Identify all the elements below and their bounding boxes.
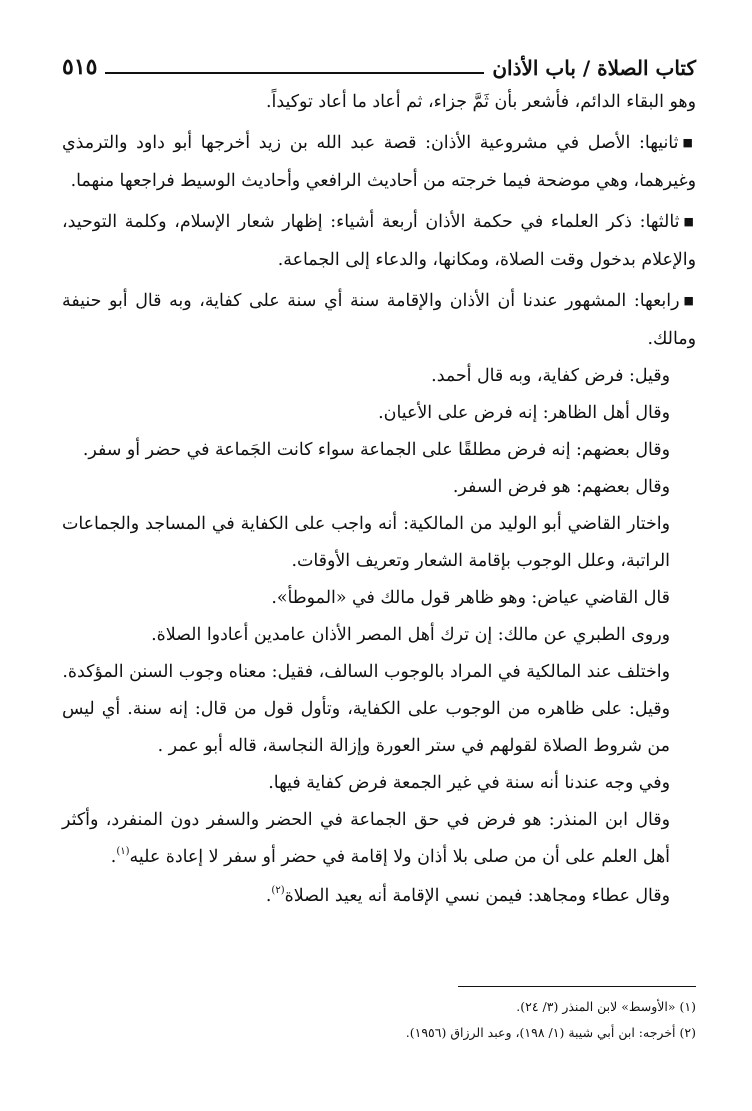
paragraph-15 xyxy=(62,802,696,878)
paragraph-10 xyxy=(62,580,696,617)
paragraph-text: ثالثها: ذكر العلماء في حكمة الأذان أربعة أشياء: إظهار شعار الإسلام، وكلمة التوحيد، والإعلام بدخول وقت الصلاة، ومكانها، والدعاء إلى الجماعة. xyxy=(62,212,696,270)
paragraph-text: ثانيها: الأصل في مشروعية الأذان: قصة عبد الله بن زيد أخرجها أبو داود والترمذي وغيرهما، وهي موضحة فيما خرجته من أحاديث الرافعي وأحاديث الوسيط فراجعها منهما. xyxy=(62,133,696,191)
paragraph-8 xyxy=(62,469,696,506)
paragraph-14 xyxy=(62,765,696,802)
paragraph-3 xyxy=(62,204,696,279)
paragraph-4 xyxy=(62,283,696,358)
page-header xyxy=(62,44,696,78)
paragraph-text: وقال أهل الظاهر: إنه فرض على الأعيان. xyxy=(378,403,670,423)
footnote-1: (١) «الأوسط» لابن المنذر (٣/ ٢٤). xyxy=(516,999,696,1014)
paragraph-12 xyxy=(62,654,696,691)
footnote-divider xyxy=(458,986,696,987)
paragraph-text: وفي وجه عندنا أنه سنة في غير الجمعة فرض كفاية فيها. xyxy=(268,773,670,793)
page-number: ٥١٥ xyxy=(62,54,98,80)
paragraph-text: وقيل: على ظاهره من الوجوب على الكفاية، وتأول قول من قال: إنه سنة. أي ليس من شروط الصلاة لقولهم في ستر العورة وإزالة النجاسة، قاله أبو عمر . xyxy=(62,699,670,756)
paragraph-text: وقيل: فرض كفاية، وبه قال أحمد. xyxy=(431,366,670,386)
paragraph-9 xyxy=(62,506,696,580)
footnotes xyxy=(62,994,696,1046)
paragraph-5 xyxy=(62,358,696,395)
paragraph-text: وقال بعضهم: هو فرض السفر. xyxy=(452,477,670,497)
running-title: كتاب الصلاة / باب الأذان xyxy=(492,56,696,80)
square-bullet-icon: ■ xyxy=(683,294,696,307)
paragraph-text: وقال عطاء ومجاهد: فيمن نسي الإقامة أنه يعيد الصلاة xyxy=(284,886,670,906)
footnote-2: (٢) أخرجه: ابن أبي شيبة (١/ ١٩٨)، وعبد الرزاق (١٩٥٦). xyxy=(405,1025,696,1040)
paragraph-text: قال القاضي عياض: وهو ظاهر قول مالك في «الموطأ». xyxy=(271,588,670,608)
footnote-ref-2[interactable]: (٢) xyxy=(271,885,285,896)
paragraph-text: وقال ابن المنذر: هو فرض في حق الجماعة في الحضر والسفر دون المنفرد، وأكثر أهل العلم على أن من صلى بلا أذان ولا إقامة في حضر أو سفر لا إعادة عليه xyxy=(62,810,670,867)
main-text xyxy=(62,84,696,917)
paragraph-6 xyxy=(62,395,696,432)
paragraph-text: وروى الطبري عن مالك: إن ترك أهل المصر الأذان عامدين أعادوا الصلاة. xyxy=(151,625,670,645)
paragraph-text: واختلف عند المالكية في المراد بالوجوب السالف، فقيل: معناه وجوب السنن المؤكدة. xyxy=(62,662,670,682)
period-mark: . xyxy=(110,847,117,867)
period-mark: . xyxy=(265,886,272,906)
square-bullet-icon: ■ xyxy=(683,215,696,228)
paragraph-1 xyxy=(62,84,696,121)
paragraph-11 xyxy=(62,617,696,654)
paragraph-text: رابعها: المشهور عندنا أن الأذان والإقامة سنة أي سنة على كفاية، وبه قال أبو حنيفة ومالك. xyxy=(62,291,696,349)
footnote-ref-1[interactable]: (١) xyxy=(116,846,130,857)
paragraph-13 xyxy=(62,691,696,765)
paragraph-text: وهو البقاء الدائم، فأشعر بأن ثَمَّ جزاء، ثم أعاد ما أعاد توكيداً. xyxy=(266,92,696,112)
square-bullet-icon: ■ xyxy=(682,136,696,149)
paragraph-7 xyxy=(62,432,696,469)
paragraph-16 xyxy=(62,878,696,917)
paragraph-text: واختار القاضي أبو الوليد من المالكية: أنه واجب على الكفاية في المساجد والجماعات الراتبة، وعلل الوجوب بإقامة الشعار وتعريف الأوقات. xyxy=(62,514,670,571)
paragraph-text: وقال بعضهم: إنه فرض مطلقًا على الجماعة سواء كانت الجَماعة في حضر أو سفر. xyxy=(82,440,670,460)
paragraph-2 xyxy=(62,125,696,200)
header-rule xyxy=(105,72,484,74)
